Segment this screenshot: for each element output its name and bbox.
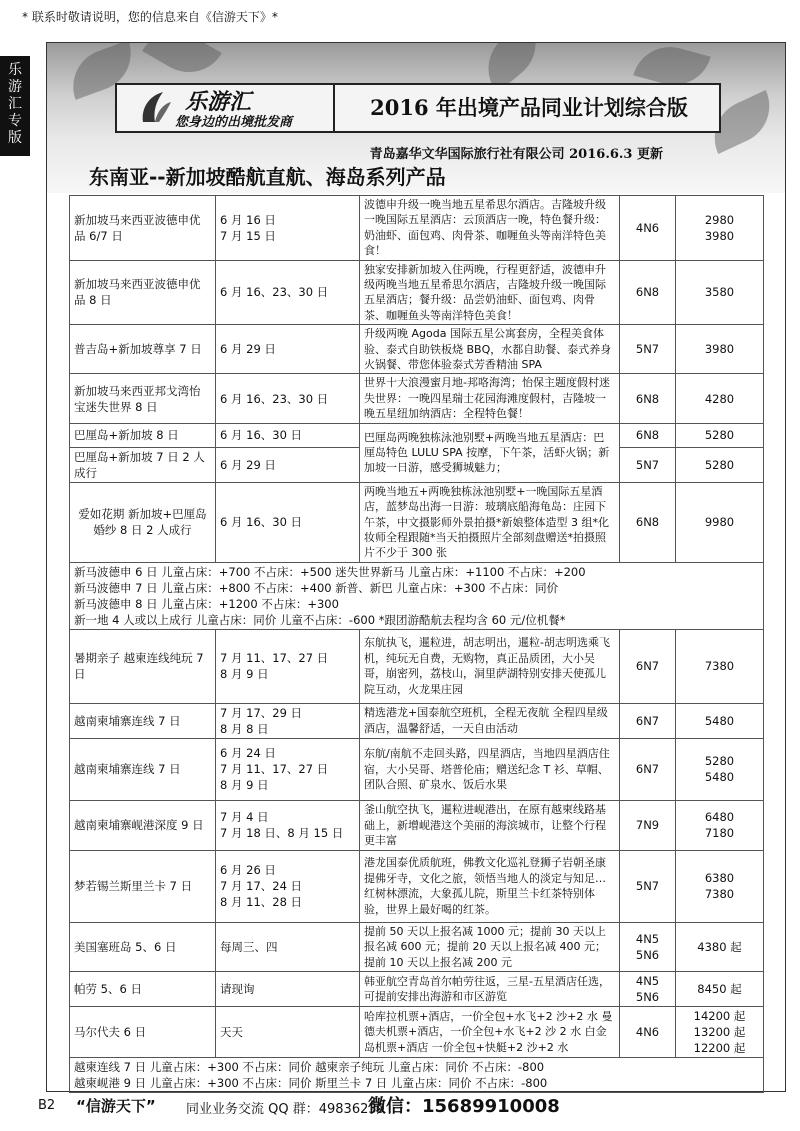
product-duration: 6N8 <box>620 482 676 562</box>
product-dates: 6 月 29 日 <box>216 325 360 374</box>
product-dates: 6 月 16、30 日 <box>216 423 360 447</box>
product-duration: 6N8 <box>620 260 676 325</box>
product-desc: 釜山航空执飞，暹粒进岘港出，在原有越柬线路基础上，新增岘港这个美丽的海滨城市，让整个行程更丰富 <box>360 800 620 850</box>
product-price: 3980 <box>676 325 764 374</box>
price-rule-list <box>70 562 764 629</box>
price-rule-list <box>70 1057 764 1092</box>
product-desc: 精选港龙+国泰航空班机，全程无夜航 全程四星级酒店，温馨舒适，一天自由活动 <box>360 703 620 738</box>
product-name: 美国塞班岛 5、6 日 <box>70 922 216 971</box>
page-frame <box>46 42 786 1092</box>
product-desc: 波德申升级一晚当地五星希思尔酒店。吉隆坡升级一晚国际五星酒店：云顶酒店一晚，特色餐升级：奶油虾、面包鸡、肉骨茶、咖喱鱼头等南洋特色美食！ <box>360 196 620 261</box>
side-tab <box>0 56 30 156</box>
price-rule: 新一地 4 人或以上成行 儿童占床：同价 儿童不占床：-600 *跟团游酷航去程均含 60 元/位机餐* <box>74 612 566 627</box>
product-dates: 6 月 16、23、30 日 <box>216 260 360 325</box>
product-desc: 港龙国泰优质航班，佛教文化巡礼登狮子岩朝圣康提佛牙寺，文化之旅，领悟当地人的淡定与知足…红树林漂流，大象孤儿院，斯里兰卡红茶特别体验，世界上最好喝的红茶。 <box>360 850 620 922</box>
table-row <box>70 423 764 447</box>
product-name: 新加坡马来西亚波德申优品 6/7 日 <box>70 196 216 261</box>
price-rule-row <box>70 1057 764 1092</box>
table-row <box>70 922 764 971</box>
price-rule: 越柬岘港 9 日 儿童占床：+300 不占床：同价 斯里兰卡 7 日 儿童占床：同价 不占床：-800 <box>74 1075 548 1090</box>
product-price: 7380 <box>676 629 764 703</box>
product-name: 暑期亲子 越柬连线纯玩 7 日 <box>70 629 216 703</box>
section-title: 东南亚--新加坡酷航直航、海岛系列产品 <box>89 165 446 189</box>
table-row <box>70 482 764 562</box>
side-tab-char: 版 <box>8 130 22 146</box>
product-dates: 7 月 17、29 日 8 月 8 日 <box>216 703 360 738</box>
side-tab-char: 专 <box>8 113 22 129</box>
table-row <box>70 971 764 1006</box>
product-dates: 6 月 16 日 7 月 15 日 <box>216 196 360 261</box>
logo-slogan: 您身边的出境批发商 <box>175 115 293 130</box>
product-duration: 4N5 5N6 <box>620 971 676 1006</box>
table-row <box>70 738 764 800</box>
price-rule-row <box>70 562 764 629</box>
product-name: 越南柬埔寨连线 7 日 <box>70 738 216 800</box>
product-price: 8450 起 <box>676 971 764 1006</box>
product-price: 3580 <box>676 260 764 325</box>
product-price: 6380 7380 <box>676 850 764 922</box>
product-desc: 东航/南航不走回头路，四星酒店，当地四星酒店住宿，大小吴哥、塔普伦庙；赠送纪念 T 衫、草帽、团队合照、矿泉水、饭后水果 <box>360 738 620 800</box>
product-dates: 6 月 26 日 7 月 17、24 日 8 月 11、28 日 <box>216 850 360 922</box>
product-duration: 4N5 5N6 <box>620 922 676 971</box>
table-row <box>70 850 764 922</box>
page-number: B2 <box>38 1098 56 1113</box>
side-tab-char: 汇 <box>8 96 22 112</box>
product-duration: 6N7 <box>620 629 676 703</box>
product-duration: 6N7 <box>620 703 676 738</box>
product-duration: 6N8 <box>620 423 676 447</box>
product-dates: 6 月 29 日 <box>216 447 360 482</box>
footer-brand: “信游天下” <box>76 1097 156 1115</box>
product-name: 巴厘岛+新加坡 8 日 <box>70 423 216 447</box>
table-row <box>70 629 764 703</box>
product-duration: 4N6 <box>620 1006 676 1057</box>
product-dates: 天天 <box>216 1006 360 1057</box>
qq-group: 同业业务交流 QQ 群：49836239 <box>186 1102 385 1117</box>
product-name: 爱如花期 新加坡+巴厘岛婚纱 8 日 2 人成行 <box>70 482 216 562</box>
product-duration: 6N8 <box>620 374 676 423</box>
product-name: 新加坡马来西亚邦戈湾怡宝迷失世界 8 日 <box>70 374 216 423</box>
product-name: 帕劳 5、6 日 <box>70 971 216 1006</box>
product-price: 5280 5480 <box>676 738 764 800</box>
product-dates: 请现询 <box>216 971 360 1006</box>
table-row <box>70 1006 764 1057</box>
product-desc: 韩亚航空青岛首尔帕劳往返，三星-五星酒店任选，可提前安排出海游和市区游览 <box>360 971 620 1006</box>
price-rule: 越柬连线 7 日 儿童占床：+300 不占床：同价 越柬亲子纯玩 儿童占床：同价 不占床：-800 <box>74 1059 545 1074</box>
product-dates: 7 月 11、17、27 日 8 月 9 日 <box>216 629 360 703</box>
product-name: 新加坡马来西亚波德申优品 8 日 <box>70 260 216 325</box>
product-desc: 两晚当地五+两晚独栋泳池别墅+一晚国际五星酒店，蓝梦岛出海一日游：玻璃底船海龟岛：庄园下午茶，中文摄影师外景拍摄*新娘整体造型 3 组*化妆师全程跟随*当天拍摄照片全部刻盘赠送*拍摄照片不少于 300 张 <box>360 482 620 562</box>
agency-line: 青岛嘉华文华国际旅行社有限公司 2016.6.3 更新 <box>369 147 663 162</box>
product-price: 4380 起 <box>676 922 764 971</box>
product-desc: 独家安排新加坡入住两晚，行程更舒适，波德申升级两晚当地五星希思尔酒店，吉隆坡升级一晚国际五星酒店；餐升级：品尝奶油虾、面包鸡、肉骨茶、咖喱鱼头等南洋特色美食！ <box>360 260 620 325</box>
product-desc: 巴厘岛两晚独栋泳池别墅+两晚当地五星酒店：巴厘岛特色 LULU SPA 按摩，下午茶，活虾火锅；新加坡一日游，感受狮城魅力； <box>360 423 620 482</box>
product-table <box>69 195 764 1093</box>
title-banner <box>115 83 721 133</box>
product-price: 5480 <box>676 703 764 738</box>
product-name: 马尔代夫 6 日 <box>70 1006 216 1057</box>
wechat-contact: 微信：15689910008 <box>368 1096 560 1117</box>
product-price: 14200 起 13200 起 12200 起 <box>676 1006 764 1057</box>
product-duration: 4N6 <box>620 196 676 261</box>
product-duration: 5N7 <box>620 325 676 374</box>
price-rule: 新马波德申 8 日 儿童占床：+1200 不占床：+300 <box>74 596 339 611</box>
product-name: 越南柬埔寨岘港深度 9 日 <box>70 800 216 850</box>
product-dates: 每周三、四 <box>216 922 360 971</box>
side-tab-char: 游 <box>8 79 22 95</box>
product-duration: 6N7 <box>620 738 676 800</box>
table-row <box>70 374 764 423</box>
price-rule: 新马波德申 7 日 儿童占床：+800 不占床：+400 新普、新巴 儿童占床：+300 不占床：同价 <box>74 580 559 595</box>
price-rule: 新马波德申 6 日 儿童占床：+700 不占床：+500 迷失世界新马 儿童占床：+1100 不占床：+200 <box>74 564 586 579</box>
banner-title: 2016 年出境产品同业计划综合版 <box>370 95 688 120</box>
table-row <box>70 800 764 850</box>
product-price: 2980 3980 <box>676 196 764 261</box>
product-dates: 6 月 16、30 日 <box>216 482 360 562</box>
product-price: 5280 <box>676 447 764 482</box>
product-name: 梦若锡兰斯里兰卡 7 日 <box>70 850 216 922</box>
product-desc: 世界十大浪漫蜜月地-邦咯海湾；怡保主题度假村迷失世界：一晚四星瑞士花园海滩度假村，吉隆坡一晚五星纽加纳酒店：全程特色餐！ <box>360 374 620 423</box>
product-name: 越南柬埔寨连线 7 日 <box>70 703 216 738</box>
logo-name: 乐游汇 <box>185 90 252 115</box>
leaf-decoration <box>142 43 222 86</box>
footer <box>38 1092 778 1122</box>
product-dates: 6 月 24 日 7 月 11、17、27 日 8 月 9 日 <box>216 738 360 800</box>
leaf-logo-icon <box>137 90 173 126</box>
product-price: 9980 <box>676 482 764 562</box>
product-name: 普吉岛+新加坡尊享 7 日 <box>70 325 216 374</box>
table-row <box>70 703 764 738</box>
product-price: 4280 <box>676 374 764 423</box>
top-note: * 联系时敬请说明，您的信息来自《信游天下》* <box>22 10 278 24</box>
product-desc: 东航执飞，暹粒进，胡志明出，暹粒-胡志明选乘飞机，纯玩无自费，无购物，真正品质团，大小吴哥，崩密列，荔枝山，洞里萨湖特别安排天使孤儿院互动，火龙果庄园 <box>360 629 620 703</box>
table-row <box>70 260 764 325</box>
side-tab-char: 乐 <box>8 62 22 78</box>
product-dates: 7 月 4 日 7 月 18 日、8 月 15 日 <box>216 800 360 850</box>
product-desc: 哈库拉机票+酒店，一价全包+水飞+2 沙+2 水 曼德夫机票+酒店，一价全包+水飞+2 沙 2 水 白金岛机票+酒店 一价全包+快艇+2 沙+2 水 <box>360 1006 620 1057</box>
product-dates: 6 月 16、23、30 日 <box>216 374 360 423</box>
logo <box>117 85 335 131</box>
product-duration: 7N9 <box>620 800 676 850</box>
table-row <box>70 196 764 261</box>
table-row <box>70 325 764 374</box>
product-duration: 5N7 <box>620 447 676 482</box>
header-area <box>47 43 785 193</box>
product-price: 6480 7180 <box>676 800 764 850</box>
product-name: 巴厘岛+新加坡 7 日 2 人成行 <box>70 447 216 482</box>
product-price: 5280 <box>676 423 764 447</box>
product-duration: 5N7 <box>620 850 676 922</box>
product-desc: 升级两晚 Agoda 国际五星公寓套房，全程美食体验、泰式自助铁板烧 BBQ，水都自助餐、泰式养身火锅餐、带您体验泰式芳香精油 SPA <box>360 325 620 374</box>
product-desc: 提前 50 天以上报名减 1000 元；提前 30 天以上报名减 600 元；提前 20 天以上报名减 400 元；提前 10 天以上报名减 200 元 <box>360 922 620 971</box>
